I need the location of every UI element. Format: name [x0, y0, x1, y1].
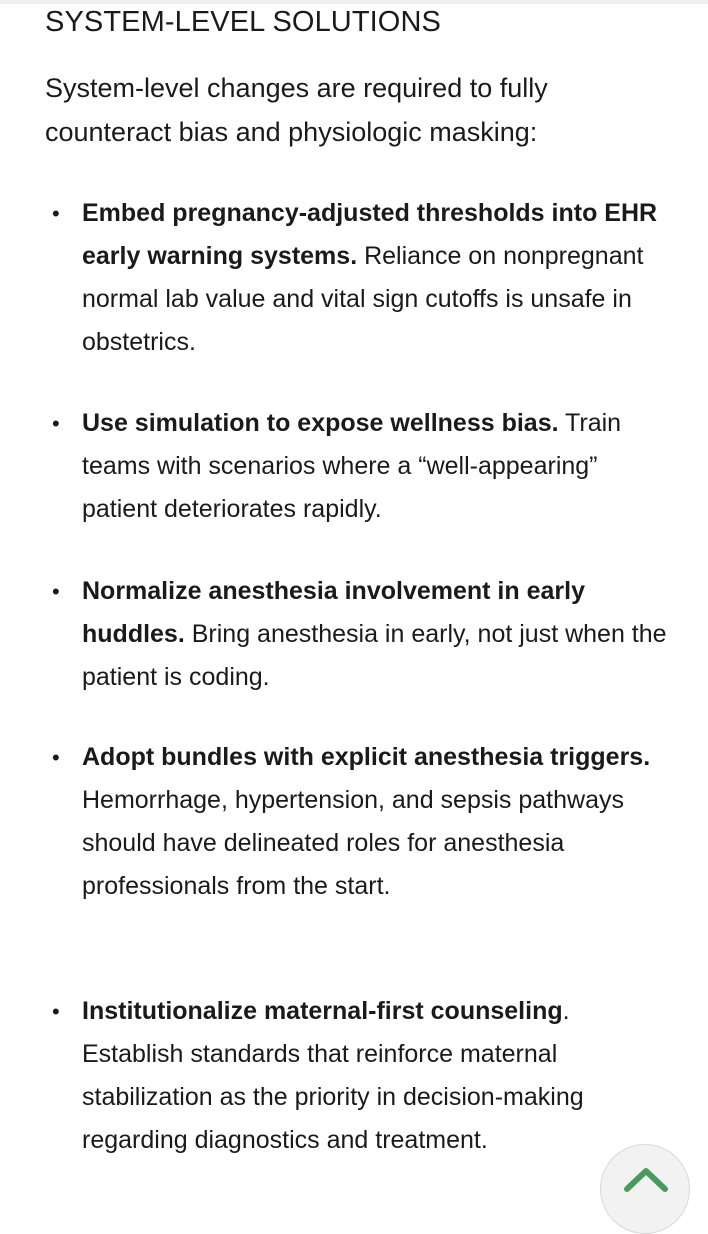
chevron-up-icon	[623, 1165, 669, 1193]
list-item-bold-lead: Institutionalize maternal-first counseling	[82, 997, 563, 1025]
list-item-text	[82, 736, 674, 908]
list-item-bold-lead: Adopt bundles with explicit anesthesia triggers.	[82, 743, 651, 771]
list-item-body: . Establish standards that reinforce maternal stabilization as the priority in decision-making regarding diagnostics and treatment.	[82, 997, 584, 1154]
bullet-marker: •	[52, 745, 60, 770]
list-item-body: Reliance on nonpregnant normal lab value and vital sign cutoffs is unsafe in obstetrics.	[82, 242, 644, 356]
bullet-marker: •	[52, 201, 60, 226]
bullet-marker: •	[52, 999, 60, 1024]
list-item-text	[82, 402, 674, 531]
list-item-text	[82, 192, 674, 364]
list-item-body: Train teams with scenarios where a “well-appearing” patient deteriorates rapidly.	[82, 409, 622, 523]
scroll-to-top-button[interactable]	[600, 1144, 690, 1234]
list-item-text	[82, 570, 674, 699]
section-intro: System-level changes are required to fully counteract bias and physiologic masking:	[45, 73, 548, 147]
list-item-body: Bring anesthesia in early, not just when the patient is coding.	[82, 620, 667, 691]
list-item-text	[82, 990, 674, 1162]
section-heading: SYSTEM-LEVEL SOLUTIONS	[45, 6, 441, 38]
list-item-bold-lead: Normalize anesthesia involvement in early huddles.	[82, 577, 585, 648]
bullet-marker: •	[52, 411, 60, 436]
list-item-body: Hemorrhage, hypertension, and sepsis pathways should have delineated roles for anesthesia professionals from the start.	[82, 786, 624, 900]
list-item-bold-lead: Use simulation to expose wellness bias.	[82, 409, 559, 437]
bullet-marker: •	[52, 579, 60, 604]
list-item-bold-lead: Embed pregnancy-adjusted thresholds into EHR early warning systems.	[82, 199, 658, 270]
